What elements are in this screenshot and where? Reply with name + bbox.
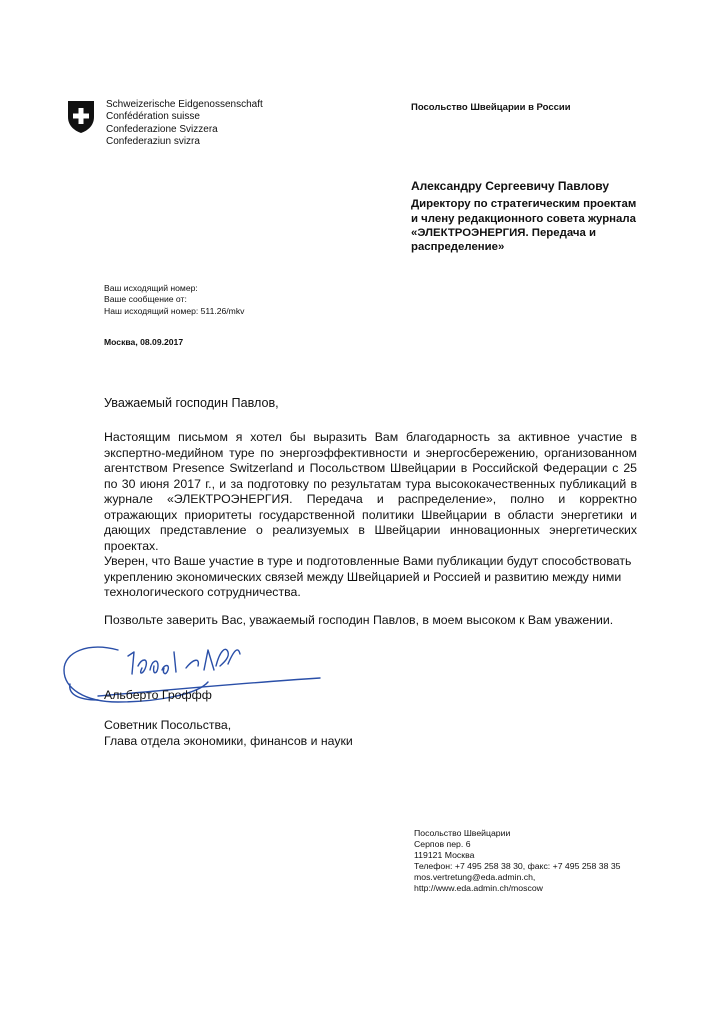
embassy-heading: Посольство Швейцарии в России: [411, 102, 571, 113]
footer-city: 119121 Москва: [414, 850, 475, 861]
recipient-position: Директору по стратегическим проектам и члену редакционного совета журнала «ЭЛЕКТРОЭНЕРГИЯ. Передача и распределение»: [411, 198, 637, 254]
embassy-contact-block: [414, 828, 621, 895]
your-reference: Ваш исходящий номер:: [104, 283, 198, 293]
reference-block: [104, 283, 244, 317]
agency-names: [106, 99, 263, 148]
signer-name: Альберто Гроффф: [104, 688, 212, 702]
handwritten-signature: [58, 636, 343, 716]
signer-title-line-2: Глава отдела экономики, финансов и науки: [104, 733, 353, 748]
recipient-block: [411, 179, 641, 254]
agency-name-de: Schweizerische Eidgenossenschaft: [106, 99, 263, 110]
body-paragraph-2: Уверен, что Ваше участие в туре и подготовленные Вами публикации будут способствовать укреплению экономических связей между Швейцарией и Россией и развитию между ними технологического сотрудничества.: [104, 554, 632, 599]
your-message-date: Ваше сообщение от:: [104, 294, 187, 305]
signer-title: [104, 718, 353, 749]
greeting: Уважаемый господин Павлов,: [104, 396, 279, 410]
agency-name-rm: Confederaziun svizra: [106, 135, 200, 147]
agency-name-fr: Confédération suisse: [106, 111, 200, 123]
swiss-crest-icon: [66, 100, 96, 134]
agency-name-it: Confederazione Svizzera: [106, 123, 218, 135]
footer-email: mos.vertretung@eda.admin.ch,: [414, 872, 536, 883]
recipient-name: Александру Сергеевичу Павлову: [411, 179, 609, 193]
footer-phone: Телефон: +7 495 258 38 30, факс: +7 495 258 38 35: [414, 861, 621, 872]
body-paragraph-1: Настоящим письмом я хотел бы выразить Вам благодарность за активное участие в экспертно-медийном туре по энергоэффективности и энергосбережению, организованном агентством Presence Switzerland и Посольством Швейцарии в Российской Федерации с 25 по 30 июня 2017 г., и за подготовку по результатам тура высококачественных публикаций в журнале «ЭЛЕКТРОЭНЕРГИЯ. Передача и распределение», полно и корректно отражающих приоритеты государственной политики Швейцарии в области энергетики и дающих представление о реализуемых в Швейцарии инновационных энергетических проектах.: [104, 430, 637, 553]
signer-title-line-1: Советник Посольства,: [104, 718, 232, 732]
letter-date: Москва, 08.09.2017: [104, 337, 184, 347]
footer-website: http://www.eda.admin.ch/moscow: [414, 883, 543, 894]
our-reference: Наш исходящий номер: 511.26/mkv: [104, 305, 245, 316]
body-paragraph-3: Позвольте заверить Вас, уважаемый господин Павлов, в моем высоком к Вам уважении.: [104, 613, 614, 627]
footer-embassy: Посольство Швейцарии: [414, 828, 511, 838]
footer-street: Серпов пер. 6: [414, 839, 471, 850]
